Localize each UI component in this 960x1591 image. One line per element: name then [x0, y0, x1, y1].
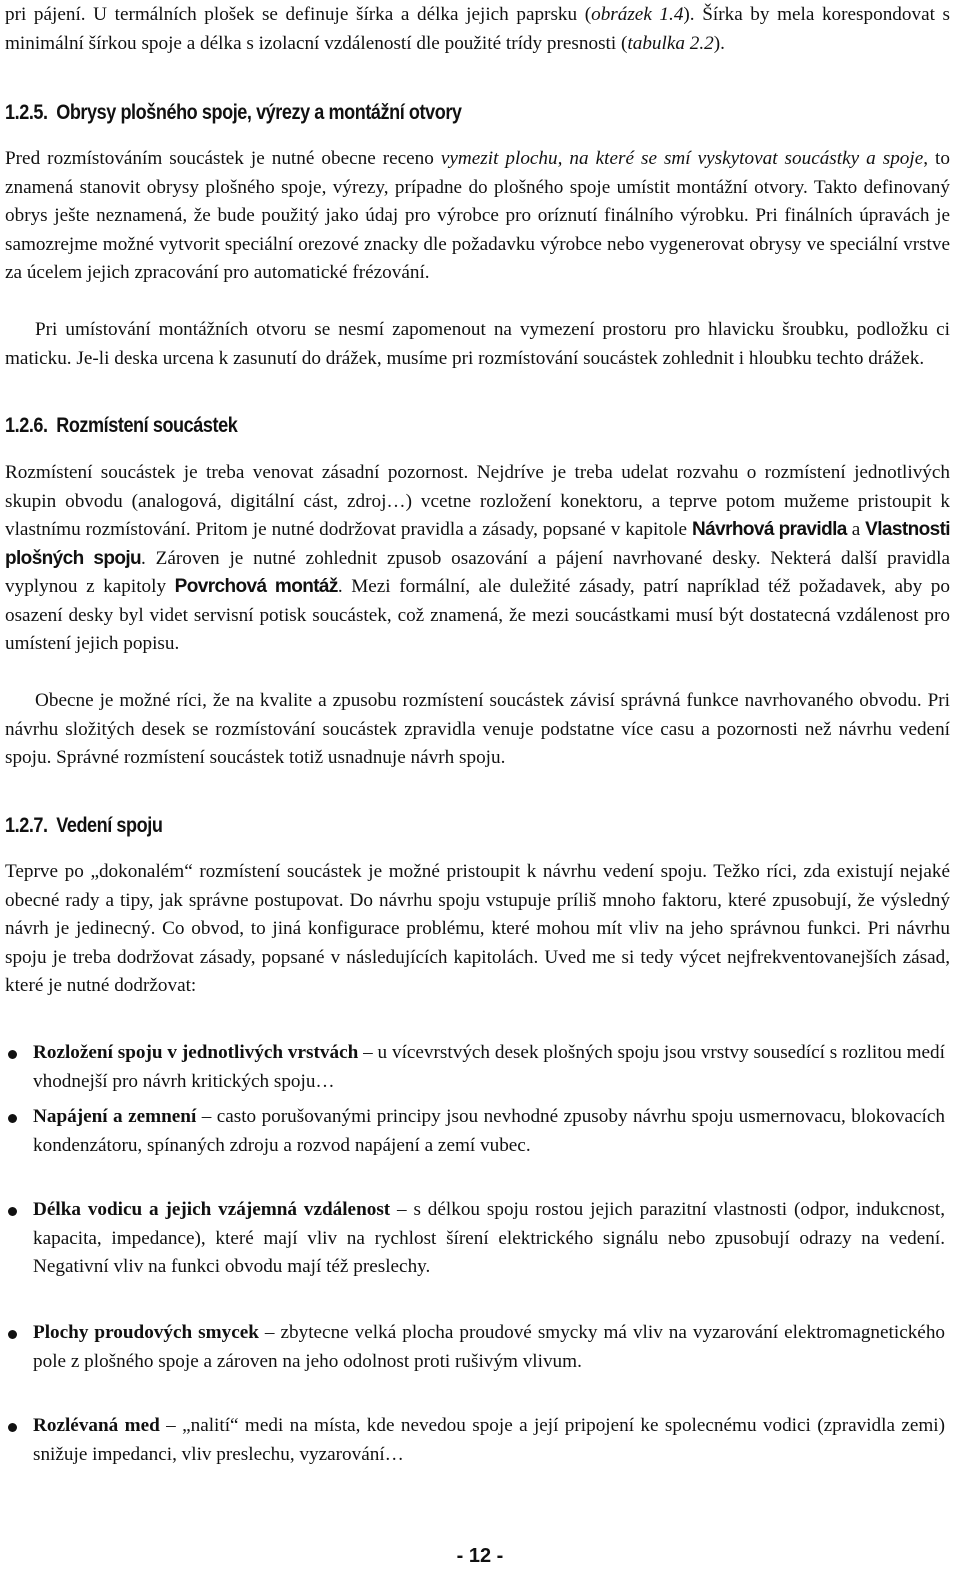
section-1-2-5-paragraph-1	[5, 145, 950, 288]
list-item-text	[33, 1319, 945, 1376]
paragraph-text: . Zároven je nutné zohlednit zpusob osazování a pájení navrhované desky. Nekterá další pravidla vyplynou z kapitoly	[5, 547, 950, 597]
bullet-icon	[8, 1423, 17, 1432]
list-item-text	[33, 1412, 945, 1469]
heading-title: Rozmístení soucástek	[56, 414, 238, 437]
heading-1-2-7	[5, 814, 818, 838]
paragraph-text: Obecne je možné ríci, že na kvalite a zpusobu rozmístení soucástek závisí správná funkce navrhovaného obvodu. Pri návrhu složitých desek se rozmístování soucástek zpravidla venuje podstatne více casu a pozornosti než návrhu vedení spoju. Správné rozmístení soucástek totiž usnadnuje návrh spoju.	[5, 690, 950, 768]
list-item-text	[33, 1103, 945, 1160]
heading-title: Obrysy plošného spoje, výrezy a montážní otvory	[56, 101, 462, 124]
list-item-term: Rozložení spoju v jednotlivých vrstvách	[33, 1042, 359, 1063]
paragraph-text: , to znamená stanovit obrysy plošného spoje, výrezy, prípadne do plošného spoje umístit montážní otvory. Takto definovaný obrys ješte neznamená, že bude použitý jako údaj pro výrobce pro oríznutí finálního výrobku. Pri finálních úpravách je samozrejme možné vytvorit speciální orezové znacky dle požadavku výrobce nebo vygenerovat obrysy ve speciální vrstve za úcelem jejich zpracování pro automatické frézování.	[5, 148, 950, 283]
heading-title: Vedení spoju	[56, 814, 163, 837]
list-item-text	[33, 1196, 945, 1282]
paragraph-italic-text: vymezit plochu, na které se smí vyskytovat soucástky a spoje	[440, 148, 924, 169]
heading-number: 1.2.6.	[5, 414, 48, 437]
list-item-term: Délka vodicu a jejich vzájemná vzdálenost	[33, 1199, 391, 1220]
list-item-description: – u vícevrstvých desek plošných spoju jsou vrstvy sousedící s rozlitou medí vhodnejší pro návrh kritických spoju…	[33, 1042, 945, 1092]
bullet-icon	[8, 1330, 17, 1339]
list-item-description: – „nalití“ medi na místa, kde nevedou spoje a její pripojení ke spolecnému vodici (zpravidla zemi) snižuje impedanci, vliv preslechu, vyzarování…	[33, 1415, 946, 1465]
heading-number: 1.2.7.	[5, 814, 48, 837]
chapter-ref-vlastnosti-plosnych-spoju: Vlastnosti plošných spoju	[5, 519, 950, 569]
paragraph-text: Pred rozmístováním soucástek je nutné obecne receno	[5, 148, 441, 169]
chapter-ref-povrchova-montaz: Povrchová montáž	[174, 576, 338, 597]
paragraph-text: . Mezi formální, ale duležité zásady, patrí napríklad též požadavek, aby po osazení desky byl videt servisní potisk soucástek, což znamená, že mezi soucástkami musí být dostatecná vzdálenost pro umístení jejich popisu.	[5, 576, 950, 654]
page-number: - 12 -	[456, 1545, 504, 1567]
section-1-2-6-paragraph-1	[5, 459, 950, 659]
bullet-icon	[8, 1207, 17, 1216]
chapter-ref-navrhova-pravidla: Návrhová pravidla	[692, 519, 847, 540]
list-item-description: – casto porušovanými principy jsou nevhodné zpusoby návrhu spoju usmernovacu, blokovacích kondenzátoru, spínaných zdroju a rozvod napájení a zemí vubec.	[33, 1106, 945, 1156]
heading-1-2-6	[5, 414, 818, 438]
paragraph-text: a	[846, 519, 866, 540]
list-item-term: Napájení a zemnení	[33, 1106, 197, 1127]
intro-text-1: pri pájení. U termálních plošek se definuje šírka a délka jejich paprsku (	[5, 4, 592, 25]
paragraph-text: Teprve po „dokonalém“ rozmístení soucástek je možné pristoupit k návrhu vedení spoju. Težko ríci, zda existují nejaké obecné rady a tipy, jak správne postupovat. Do návrhu spoju vstupuje príliš mnoho faktoru, které zpusobují, že výsledný návrh je jedinecný. Co obvod, to jiná konfigurace problému, které mohou mít vliv na jeho správnou funkci. Pri návrhu spoju je treba dodržovat zásady, popsané v následujících kapitolách. Uved me si tedy výcet nejfrekventovanejších zásad, které je nutné dodržovat:	[5, 861, 950, 996]
section-1-2-6-paragraph-2	[5, 687, 950, 773]
bullet-icon	[8, 1114, 17, 1123]
section-1-2-7-paragraph-1	[5, 858, 950, 1001]
section-1-2-5-paragraph-2	[5, 316, 950, 373]
paragraph-text: Pri umístování montážních otvoru se nesmí zapomenout na vymezení prostoru pro hlavicku šroubku, podložku ci maticku. Je-li deska urcena k zasunutí do drážek, musíme pri rozmístování soucástek zohlednit i hloubku techto drážek.	[5, 319, 950, 369]
heading-number: 1.2.5.	[5, 101, 48, 124]
intro-text-3: ).	[713, 32, 725, 54]
table-ref: tabulka 2.2	[627, 32, 714, 54]
list-item-description: – s délkou spoju rostou jejich parazitní vlastnosti (odpor, indukcnost, kapacita, impedance), které mají vliv na rychlost šírení elektrického signálu nebo zpusobují odrazy na vedení. Negativní vliv na funkci obvodu mají též preslechy.	[33, 1199, 945, 1277]
intro-paragraph	[5, 1, 950, 58]
list-item-description: – zbytecne velká plocha proudové smycky má vliv na vyzarování elektromagnetického pole z plošného spoje a zároven na jeho odolnost proti rušivým vlivum.	[33, 1322, 946, 1372]
list-item-term: Plochy proudových smycek	[33, 1322, 259, 1343]
list-item-term: Rozlévaná med	[33, 1415, 160, 1436]
list-item-text	[33, 1039, 945, 1096]
bullet-icon	[8, 1050, 17, 1059]
heading-1-2-5	[5, 101, 818, 125]
figure-ref: obrázek 1.4	[591, 4, 684, 25]
intro-text-2: ). Šírka by mela korespondovat s minimální šírkou spoje a délka s izolacní vzdáleností dle použité trídy presnosti (	[5, 4, 950, 54]
paragraph-text: Rozmístení soucástek je treba venovat zásadní pozornost. Nejdríve je treba udelat rozvahu o rozmístení jednotlivých skupin obvodu (analogová, digitální cást, zdroj…) vcetne rozložení konektoru, a teprve potom mužeme pristoupit k vlastnímu rozmístování. Pritom je nutné dodržovat pravidla a zásady, popsané v kapitole	[5, 462, 950, 540]
